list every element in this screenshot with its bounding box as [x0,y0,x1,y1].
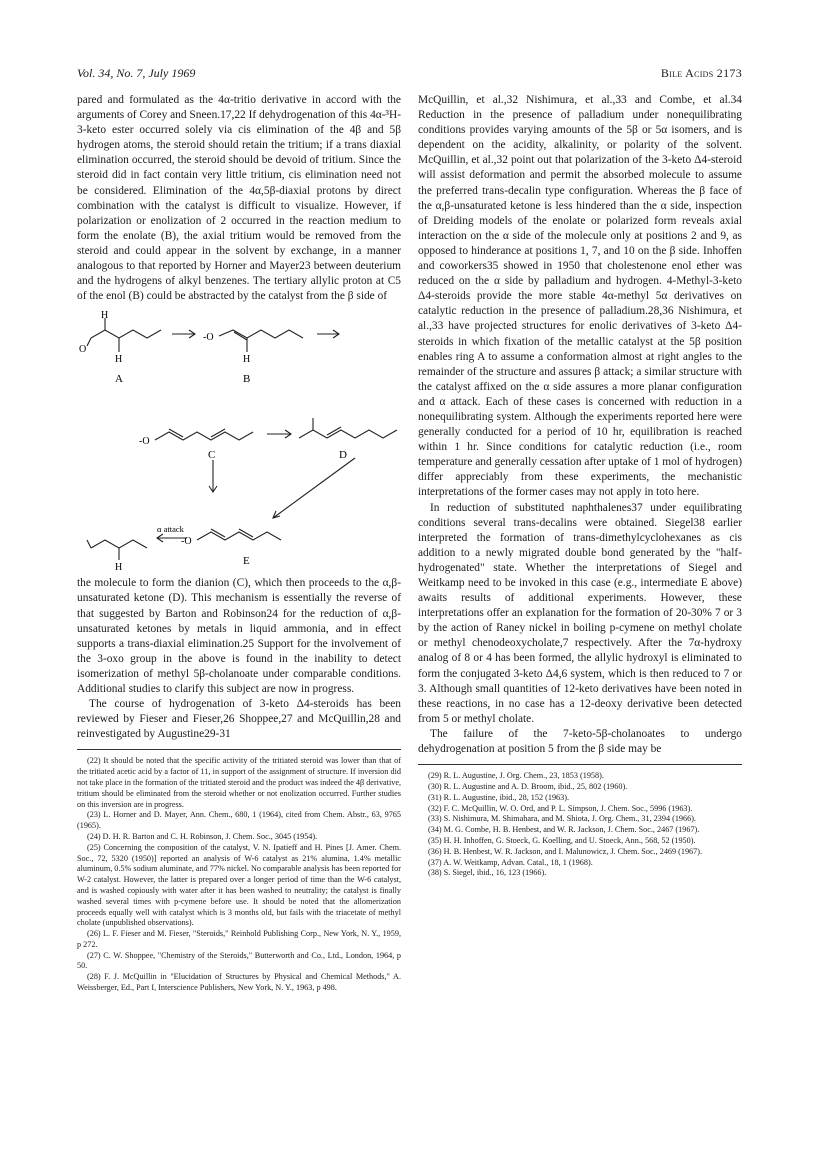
footnotes-right [418,771,742,879]
atom-label-oxide: -O [181,536,192,548]
footnote-divider [77,749,401,750]
atom-label-hydrogen: H [115,562,123,573]
atom-label-hydrogen: H [101,310,109,322]
running-header-journal: Vol. 34, No. 7, July 1969 [77,66,196,80]
footnote-divider [418,764,742,765]
body-paragraph: The failure of the 7-keto-5β-cholanoates to undergo dehydrogenation at position 5 from the β side may be [418,727,742,756]
footnote: (24) D. H. R. Barton and C. H. Robinson, J. Chem. Soc., 3045 (1954). [87,831,318,841]
footnote: (37) A. W. Weitkamp, Advan. Catal., 18, 1 (1968). [428,857,593,867]
compound-label-d: D [339,449,347,462]
compound-label-a: A [115,373,123,386]
atom-label-oxide: -O [203,332,214,344]
compound-label-b: B [243,373,251,386]
footnote: (32) F. C. McQuillin, W. O. Ord, and P. L. Simpson, J. Chem. Soc., 5996 (1963). [428,803,693,813]
body-paragraph: The course of hydrogenation of 3-keto Δ4-steroids has been reviewed by Fieser and Fieser,26 Shoppee,27 and McQuillin,28 and reinvestigated by Augustine29-31 [77,698,401,741]
footnote: (27) C. W. Shoppee, "Chemistry of the Steroids," Butterworth and Co., Ltd., London, 1964, p 50. [77,950,401,971]
footnote: (23) L. Horner and D. Mayer, Ann. Chem., 680, 1 (1964), cited from Chem. Abstr., 63, 9765 (1965). [77,810,401,831]
left-column [77,93,401,994]
compound-label-e: E [243,555,250,568]
compound-label-c: C [208,449,216,462]
right-column [418,93,742,879]
footnotes-left [77,756,401,994]
reaction-scheme [77,310,401,572]
footnote: (36) H. B. Henbest, W. R. Jackson, and I. Malunowicz, J. Chem. Soc., 2469 (1967). [428,846,703,856]
footnote: (34) M. G. Combe, H. B. Henbest, and W. R. Jackson, J. Chem. Soc., 2467 (1967). [428,825,700,835]
footnote: (35) H. H. Inhoffen, G. Stoeck, G. Koelling, and U. Stoeck, Ann., 568, 52 (1950). [428,835,696,845]
atom-label-oxygen: O [79,344,87,356]
body-paragraph: pared and formulated as the 4α-tritio derivative in accord with the arguments of Corey and Sneen.17,22 If dehydrogenation of this 4α-³H-3-keto ester occurred solely via cis elimination of the 4β and 5β hydrogen atoms, the steroid should retain the tritium; if a trans diaxial elimination occurred, the steroid should be devoid of tritium. Since the steroid did in fact contain very little tritium, cis elimination need not be considered. Elimination of the 4α,5β-diaxial protons by direct combination with the catalyst is difficult to visualize. However, if polarization or enolization of 2 occurred in the reaction medium to form the enolate (B), the axial tritium would be removed from the steroid and could appear in the solvent by exchange, in a manner analogous to that reported by Horner and Mayer23 between deuterium and the hydrogens of alkyl benzenes. The tertiary allylic proton at C5 of the enol (B) could be abstracted by the catalyst from the β side of [77,94,401,303]
footnote: (28) F. J. McQuillin in "Elucidation of Structures by Physical and Chemical Methods," A. Weissberger, Ed., Part I, Interscience Publishers, New York, N. Y., 1963, p 498. [77,972,401,993]
arrow-label-alpha-attack: α attack [157,524,184,535]
footnote: (33) S. Nishimura, M. Shimahara, and M. Shiota, J. Org. Chem., 31, 2394 (1966). [428,814,696,824]
footnote: (30) R. L. Augustine and A. D. Broom, ibid., 25, 802 (1960). [428,781,628,791]
body-paragraph: McQuillin, et al.,32 Nishimura, et al.,33 and Combe, et al.34 Reduction in the presence of palladium under nonequilibrating conditions provides varying amounts of the 5β or 5α isomers, and is dependent on the acidity, alkalinity, or polarity of the solvent. McQuillin, et al.,32 point out that polarization of the 3-keto Δ4-steroid will assist deformation and permit the absorbed molecule to assume the preferred trans-decalin type configuration. Whereas the β face of the α,β-unsaturated ketone is less hindered than the α side, inspection of Dreiding models of the enolate or polarized form reveals axial interaction on the α side of the molecule only at positions 2 and 9, as opposed to hinderance at positions 1, 7, and 10 on the β side. Inhoffen and coworkers35 showed in 1950 that cholestenone enol ether was reduced on the α side by palladium and hydrogen. 4-Methyl-3-keto Δ4-steroids provide the more stable 4α-methyl 5α derivatives on catalytic reduction in the presence of palladium.28,36 Nishimura, et al.,33 have projected structures for enolic derivatives of 3-keto Δ4-steroids in which fixation of the metallic catalyst at the 5β position enables ring A to assume a conformation almost at right angles to the remainder of the structure and assures β attack; a similar structure with the catalyst affixed on the α side assures a more planar configuration and α attack. Each of these cases is concerned with reduction in a nonequilibrating system. Although the experiments reported here were generally conducted for a period of 10 hr, equilibration is reached within 1 hr. Since conditions for catalytic reduction (i.e., room temperature and generally cessation after uptake of 1 mol of hydrogen) differ appreciably from these experiments, the mechanistic interpretations of the former cases may not apply in toto here. [418,94,742,499]
footnote: (29) R. L. Augustine, J. Org. Chem., 23, 1853 (1958). [428,771,604,781]
running-header-title-page: Bile Acids 2173 [660,66,742,80]
atom-label-oxide: -O [139,436,150,448]
body-paragraph: In reduction of substituted naphthalenes37 under equilibrating conditions several trans-decalins were obtained. Siegel38 earlier interpreted the formation of trans-dimethylcyclohexanes as cis addition to a newly migrated double bond generated by the "half-hydrogenated" state. Whether the interpretations of Siegel and Weitkamp need to be invoked in this case (e.g., intermediate E above) awaits results of additional experiments. However, these interpretations offer an explanation for the formation of 20-30% 7 or 3 by the action of Raney nickel in boiling p-cymene on methyl cholate or methyl chenodeoxycholate,7 respectively. After the 7α-hydroxy analog of 8 or 4 has been formed, the allylic hydroxyl is eliminated to form the conjugated 3-keto Δ4,6 system, which is then reduced to 7 or 3. Although small quantities of 12-keto derivatives have been noted in these reactions, in no case has a 12-deoxy derivative been detected from 5 or methyl cholate. [418,501,742,725]
footnote: (26) L. F. Fieser and M. Fieser, "Steroids," Reinhold Publishing Corp., New York, N. Y., 1959, p 272. [77,929,401,949]
footnote: (25) Concerning the composition of the catalyst, V. N. Ipatieff and H. Pines [J. Amer. Chem. Soc., 72, 5320 (1950)] reported an analysis of W-6 catalyst as 21% alumina, 1.4% metallic aluminum, 0.5% sodium aluminate, and 77% nickel. No comparable analysis has been reported for W-2 catalyst. However, the latter is prepared over a longer period of time than the W-6 catalyst, and is washed copiously with water after it has been washed to neutrality; the catalyst is finally washed several times with p-cymene before use. It should be noted that the allomerization proceeds equally well with catalyst which is 3 months old, but fails with the triacetate of methyl cholate (unpublished observations). [77,842,401,928]
atom-label-hydrogen: H [243,354,251,366]
atom-label-hydrogen: H [115,354,123,366]
footnote: (22) It should be noted that the specific activity of the tritiated steroid was lower than that of the tritiated acetic acid by a factor of 11, in support of the assignment of structure. If inversion did not take place in the formation of the tritiated steroid and the product was indeed the 4β derivative, tritium should be eliminated from the steroid whether or not enolization occurred. Further studies on this inversion are in progress. [77,756,401,809]
body-paragraph: the molecule to form the dianion (C), which then proceeds to the α,β-unsaturated ketone (D). This mechanism is essentially the reverse of that suggested by Barton and Robinson24 for the reduction of α,β-unsaturated ketones by metals in liquid ammonia, and in effect supports a trans-diaxial elimination.25 Support for the involvement of the 3-oxo group in the above is found in the inability to detect isomerization of methyl 5β-cholanoate under comparable conditions. Additional studies to clarify this subject are now in progress. [77,577,401,695]
footnote: (38) S. Siegel, ibid., 16, 123 (1966). [428,868,547,878]
footnote: (31) R. L. Augustine, ibid., 28, 152 (1963). [428,792,569,802]
